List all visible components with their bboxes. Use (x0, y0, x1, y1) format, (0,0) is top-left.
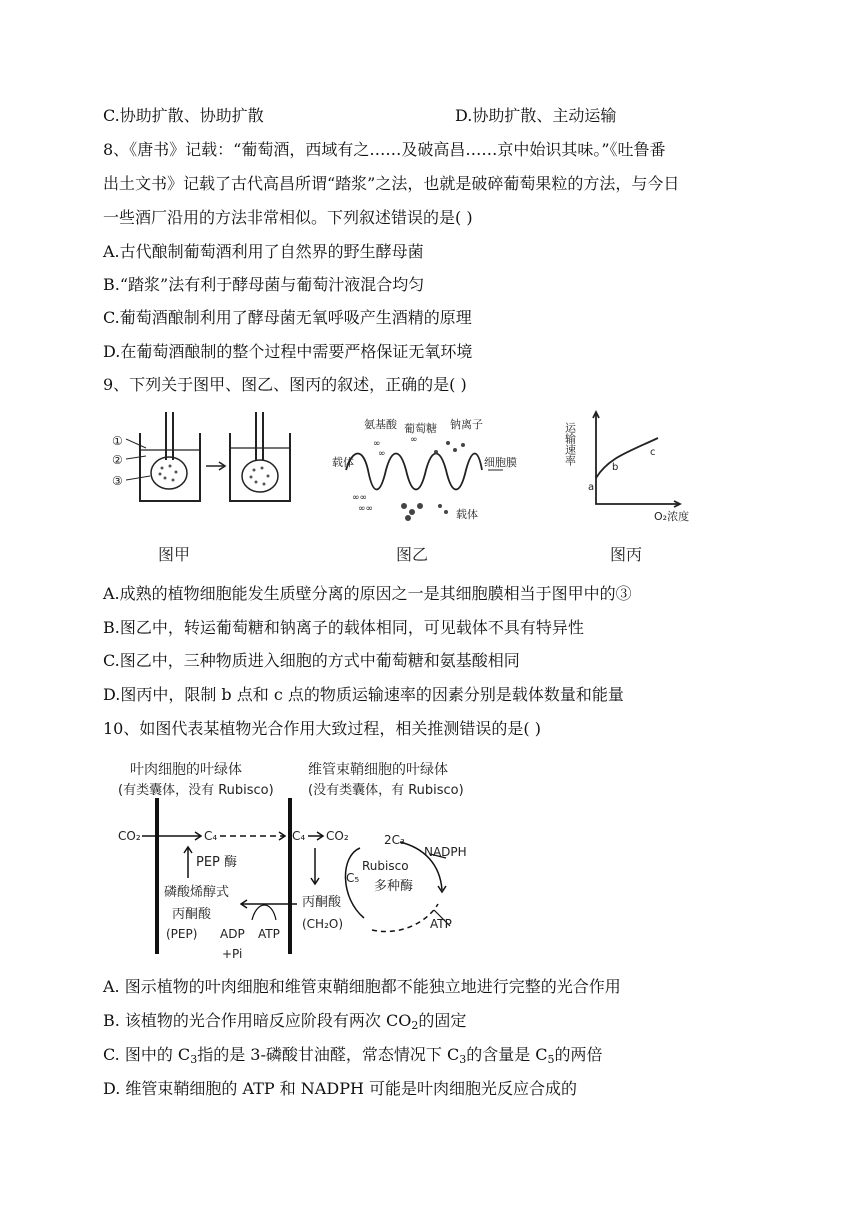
fig-pep-enzyme: PEP 酶 (196, 855, 238, 870)
fig-right-title: 维管束鞘细胞的叶绿体 (308, 762, 448, 778)
q9-stem: 9、下列关于图甲、图乙、图丙的叙述，正确的是( ) (103, 375, 467, 394)
q10-option-b (103, 1011, 466, 1036)
jia-label-1: ① (112, 434, 123, 448)
q10-option-c-part1: C. 图中的 C (103, 1045, 191, 1064)
fig-pep-line2: 丙酮酸 (172, 907, 212, 922)
figure-photosynthesis (112, 758, 512, 970)
q7-option-d: D.协助扩散、主动运输 (455, 106, 617, 125)
q9-option-d: D.图丙中，限制 b 点和 c 点的物质运输速率的因素分别是载体数量和能量 (103, 685, 624, 704)
fig-co2-right: CO₂ (326, 829, 349, 843)
figure-jia (110, 408, 310, 568)
figure-bing (563, 408, 708, 568)
q10-option-d: D. 维管束鞘细胞的 ATP 和 NADPH 可能是叶肉细胞光反应合成的 (103, 1079, 577, 1098)
fig-atp-left: ATP (258, 927, 280, 941)
fig-right-subtitle: (没有类囊体，有 Rubisco) (308, 783, 464, 798)
yi-label-carrier-bottom: 载体 (456, 508, 478, 521)
svg-text:∞: ∞ (373, 439, 381, 449)
q8-stem-line1: 8、《唐书》记载：“葡萄酒，西域有之……及破高昌……京中始识其味。”《吐鲁番 (103, 140, 666, 159)
q10-option-c-part4: 的两倍 (554, 1045, 603, 1064)
fig-c4-right: C₄ (292, 829, 306, 843)
bing-ylabel: 运输速率 (563, 422, 577, 466)
yi-label-carrier-left: 载体 (332, 456, 354, 469)
fig-co2-left: CO₂ (118, 829, 141, 843)
fig-many-enzymes: 多种酶 (374, 879, 414, 894)
jia-caption: 图甲 (158, 545, 191, 564)
q10-option-b-sub: 2 (411, 1019, 419, 1032)
fig-adp: ADP (220, 927, 245, 941)
q10-option-c-part3: 的含量是 C (466, 1045, 548, 1064)
yi-caption: 图乙 (396, 545, 429, 564)
bing-axes (596, 412, 680, 504)
fig-ch2o: (CH₂O) (302, 917, 344, 931)
q8-option-b: B.“踏浆”法有利于酵母菌与葡萄汁液混合均匀 (103, 275, 425, 294)
fig-pep-abbr: (PEP) (166, 927, 198, 941)
q10-option-b-part2: 的固定 (418, 1011, 467, 1030)
fig-pep-line1: 磷酸烯醇式 (164, 885, 230, 900)
yi-label-glucose: 葡萄糖 (404, 422, 437, 435)
q10-option-c-sub2: 3 (459, 1053, 467, 1066)
q10-option-a: A. 图示植物的叶肉细胞和维管束鞘细胞都不能独立地进行完整的光合作用 (103, 977, 621, 996)
yi-label-sodium: 钠离子 (450, 418, 483, 431)
q7-option-c: C.协助扩散、协助扩散 (103, 106, 264, 125)
fig-pi: +Pi (222, 947, 243, 961)
q10-option-c (103, 1045, 603, 1070)
yi-label-amino: 氨基酸 (364, 418, 397, 431)
bing-point-a: a (588, 482, 595, 493)
q10-option-c-sub1: 3 (190, 1053, 198, 1066)
q8-option-c: C.葡萄酒酿制利用了酵母菌无氧呼吸产生酒精的原理 (103, 308, 472, 327)
yi-label-membrane: 细胞膜 (484, 456, 517, 469)
svg-text:∞∞: ∞∞ (358, 504, 373, 514)
q10-option-c-part2: 指的是 3-磷酸甘油醛，常态情况下 C (197, 1045, 460, 1064)
jia-label-3: ③ (112, 474, 123, 488)
q9-option-c: C.图乙中，三种物质进入细胞的方式中葡萄糖和氨基酸相同 (103, 651, 520, 670)
q8-stem-line3: 一些酒厂沿用的方法非常相似。下列叙述错误的是( ) (103, 208, 473, 227)
q8-option-d: D.在葡萄酒酿制的整个过程中需要严格保证无氧环境 (103, 342, 473, 361)
fig-2c3: 2C₃ (384, 833, 405, 847)
bing-point-c: c (650, 447, 656, 458)
svg-text:∞∞: ∞∞ (352, 493, 367, 503)
bing-point-b: b (612, 462, 619, 473)
bing-caption: 图丙 (610, 545, 643, 564)
bing-xlabel: O₂浓度 (654, 510, 690, 523)
q9-option-a: A.成熟的植物细胞能发生质壁分离的原因之一是其细胞膜相当于图甲中的③ (103, 584, 632, 603)
svg-text:∞: ∞ (378, 449, 386, 459)
q8-option-a: A.古代酿制葡萄酒利用了自然界的野生酵母菌 (103, 242, 424, 261)
fig-pyruvate: 丙酮酸 (302, 895, 342, 910)
q8-stem-line2: 出土文书》记载了古代高昌所谓“踏浆”之法，也就是破碎葡萄果粒的方法，与今日 (103, 174, 680, 193)
fig-left-title: 叶肉细胞的叶绿体 (130, 762, 242, 778)
q10-option-c-sub3: 5 (547, 1053, 555, 1066)
jia-label-2: ② (112, 453, 123, 467)
q9-option-b: B.图乙中，转运葡萄糖和钠离子的载体相同，可见载体不具有特异性 (103, 618, 584, 637)
fig-nadph: NADPH (424, 845, 467, 859)
fig-c5: C₅ (346, 871, 360, 885)
figure-yi (328, 408, 528, 568)
fig-left-subtitle: (有类囊体，没有 Rubisco) (118, 783, 274, 798)
q10-stem: 10、如图代表某植物光合作用大致过程，相关推测错误的是( ) (103, 719, 541, 738)
fig-c4-left: C₄ (204, 829, 218, 843)
q10-option-b-part1: B. 该植物的光合作用暗反应阶段有两次 CO (103, 1011, 412, 1030)
bing-curve (596, 438, 658, 478)
fig-atp-right: ATP (430, 917, 452, 931)
svg-text:∞: ∞ (410, 435, 418, 445)
fig-rubisco: Rubisco (362, 859, 409, 873)
